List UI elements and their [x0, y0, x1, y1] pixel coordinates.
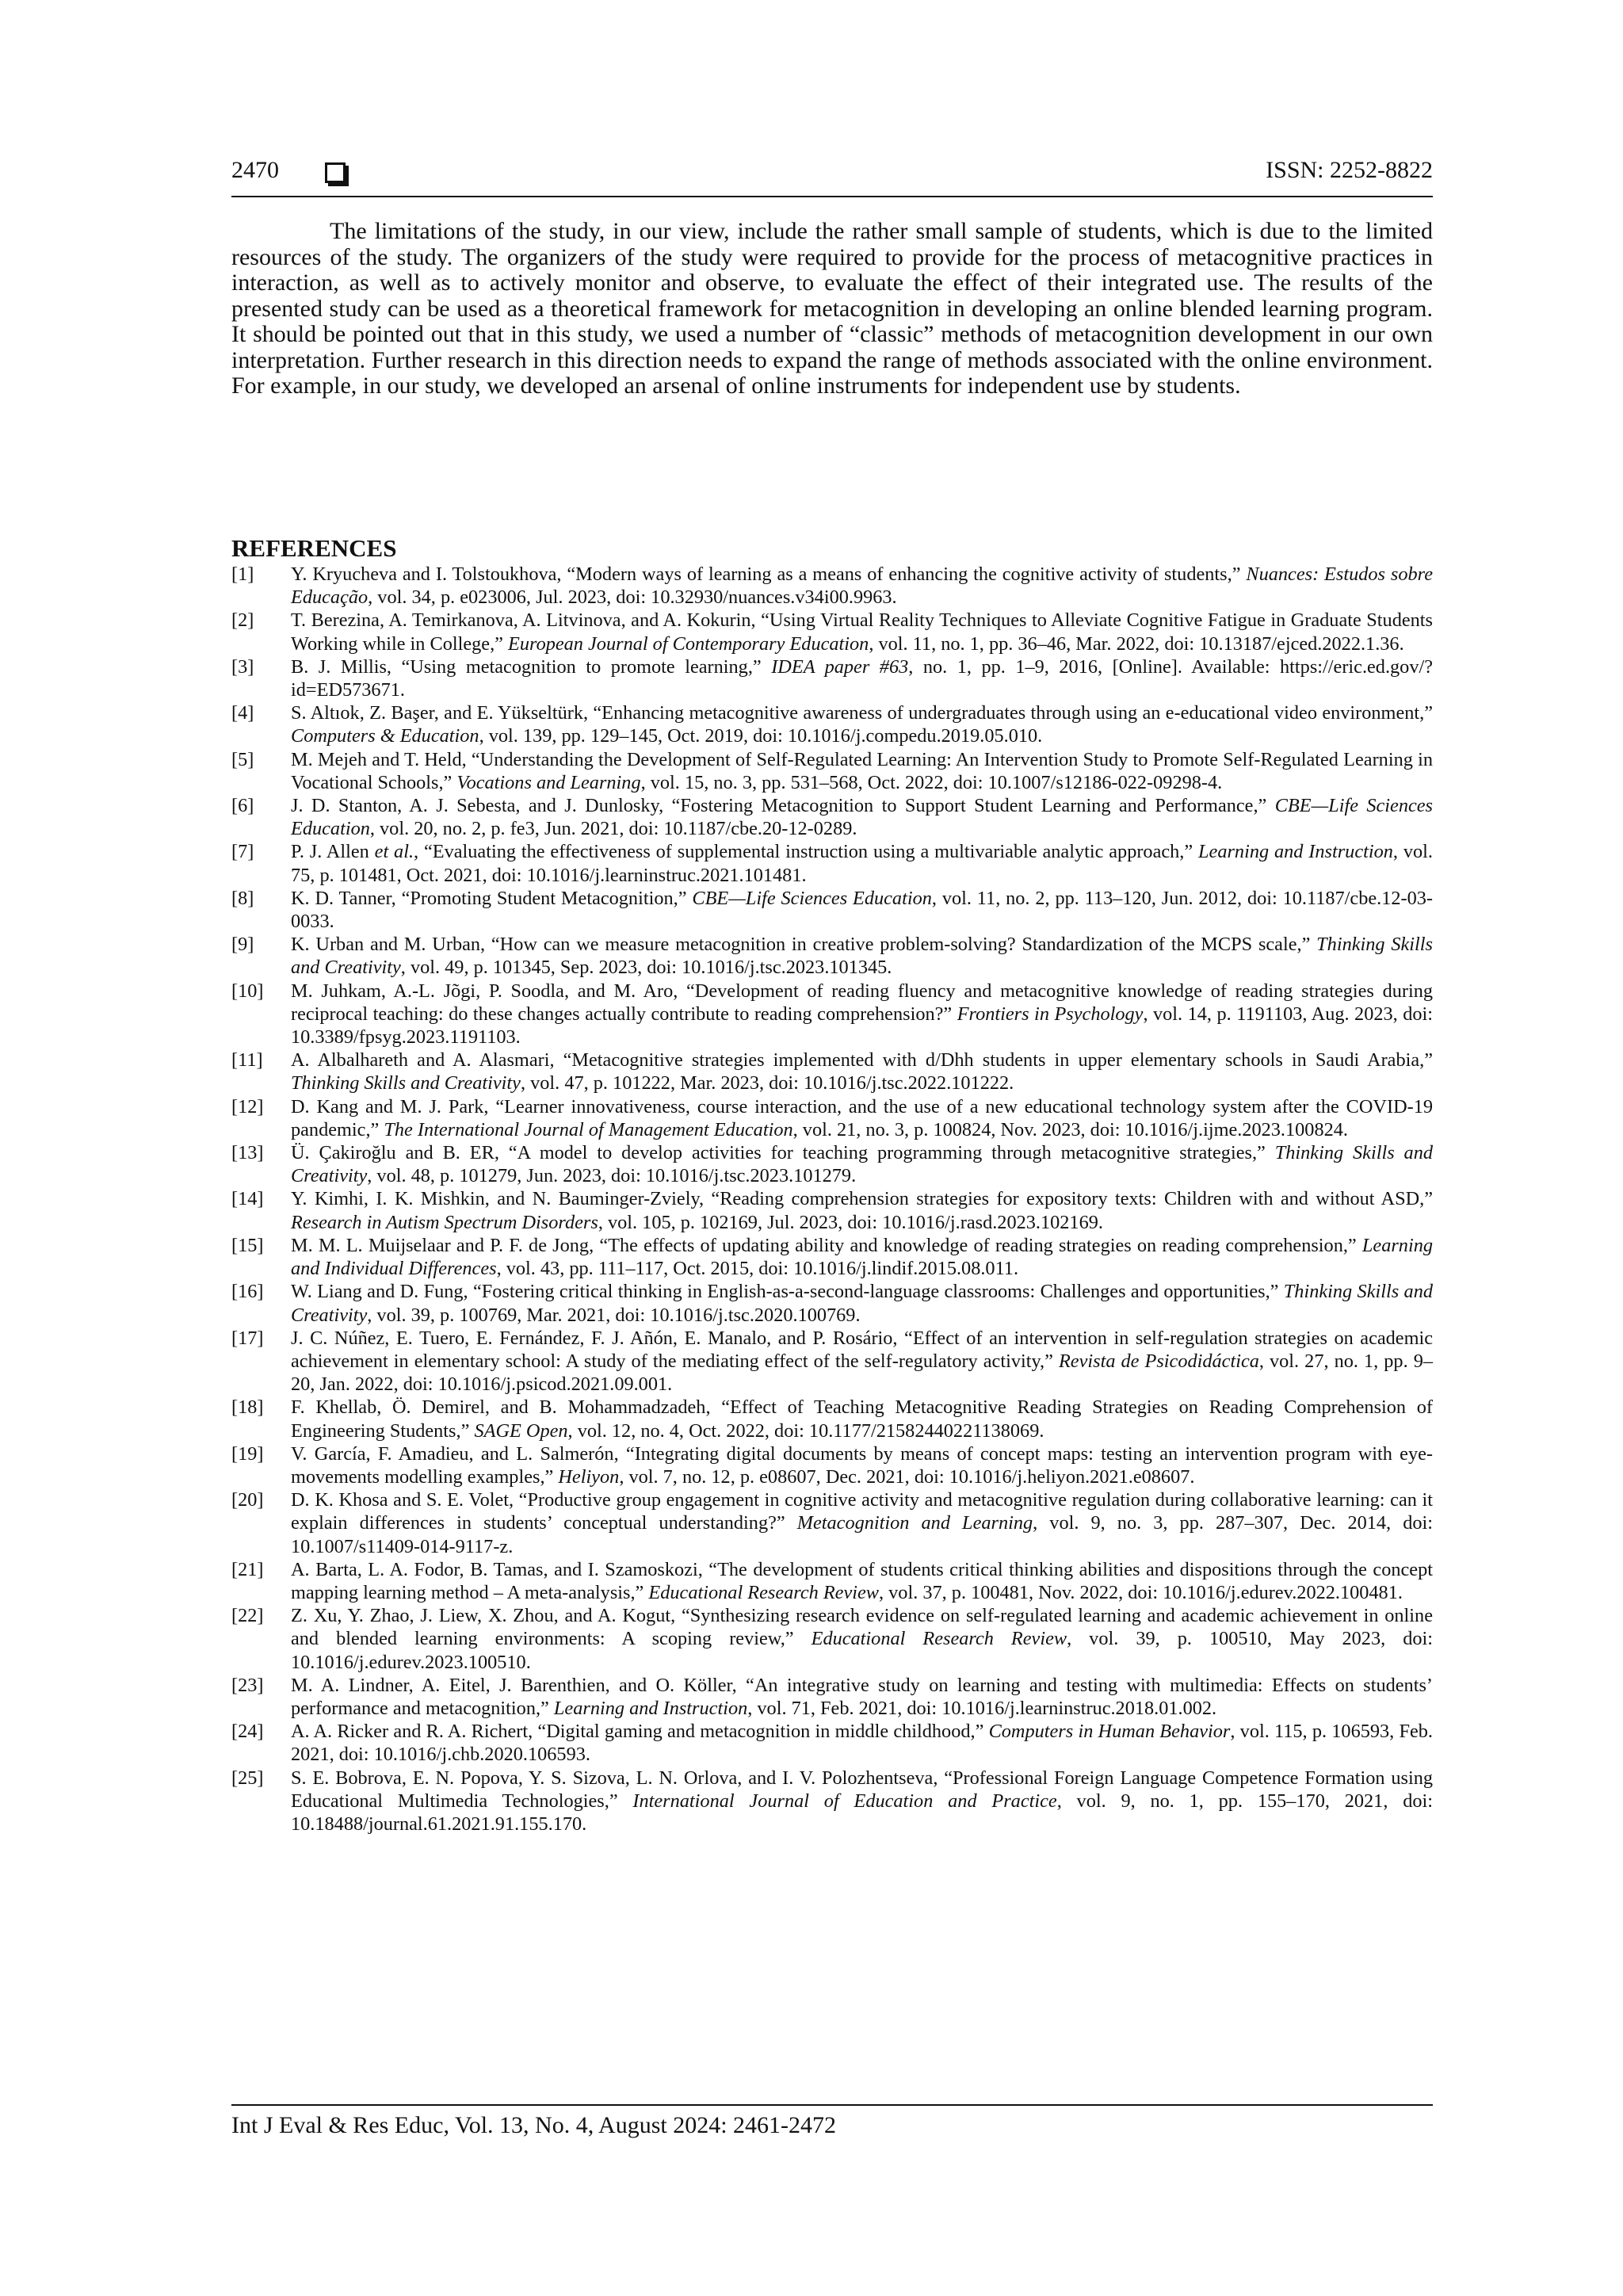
- reference-text: A. Albalhareth and A. Alasmari, “Metacognitive strategies implemented with d/Dhh students in upper elementary schools in Saudi Arabia,” Thinking Skills and Creativity, vol. 47, p. 101222, Mar. 2023, doi: 10.1016/j.tsc.2022.101222.: [291, 1049, 1433, 1095]
- reference-text: J. D. Stanton, A. J. Sebesta, and J. Dunlosky, “Fostering Metacognition to Support Student Learning and Performance,” CBE—Life Sciences Education, vol. 20, no. 2, p. fe3, Jun. 2021, doi: 10.1187/cbe.20-12-0289.: [291, 795, 1433, 840]
- reference-number: [25]: [231, 1767, 264, 1789]
- reference-item: [231, 1327, 1433, 1396]
- reference-journal: Research in Autism Spectrum Disorders: [291, 1211, 598, 1233]
- reference-item: [231, 748, 1433, 794]
- reference-item: [231, 887, 1433, 933]
- reference-text: M. Mejeh and T. Held, “Understanding the Development of Self-Regulated Learning: An Intervention Study to Promote Self-Regulated Learning in Vocational Schools,” Vocations and Learning, vol. 15, no. 3, pp. 531–568, Oct. 2022, doi: 10.1007/s12186-022-09298-4.: [291, 748, 1433, 793]
- reference-text: M. Juhkam, A.-L. Jõgi, P. Soodla, and M. Aro, “Development of reading fluency and metacognitive knowledge of reading strategies during reciprocal teaching: do these changes actually contribute to reading comprehension?” Frontiers in Psychology, vol. 14, p. 1191103, Aug. 2023, doi: 10.3389/fpsyg.2023.1191103.: [291, 980, 1434, 1049]
- reference-number: [4]: [231, 702, 254, 724]
- reference-number: [20]: [231, 1489, 264, 1511]
- reference-item: [231, 1141, 1433, 1187]
- reference-text: S. Altıok, Z. Başer, and E. Yükseltürk, “Enhancing metacognitive awareness of undergraduates through using an e-educational video environment,” Computers & Education, vol. 139, pp. 129–145, Oct. 2019, doi: 10.1016/j.compedu.2019.05.010.: [291, 702, 1433, 747]
- reference-number: [13]: [231, 1142, 264, 1164]
- reference-text: D. K. Khosa and S. E. Volet, “Productive group engagement in cognitive activity and metacognitive regulation during collaborative learning: can it explain differences in students’ conceptual understanding?” Metacognition and Learning, vol. 9, no. 3, pp. 287–307, Dec. 2014, doi: 10.1007/s11409-014-9117-z.: [291, 1489, 1434, 1557]
- reference-journal: Revista de Psicodidáctica: [1058, 1350, 1259, 1372]
- reference-number: [21]: [231, 1558, 264, 1580]
- reference-journal: Computers & Education: [291, 725, 479, 747]
- reference-journal: Thinking Skills and Creativity: [291, 934, 1433, 979]
- page-header: [231, 155, 1433, 194]
- reference-number: [16]: [231, 1281, 264, 1303]
- reference-item: [231, 1280, 1433, 1326]
- reference-number: [24]: [231, 1721, 264, 1743]
- reference-item: [231, 1187, 1433, 1233]
- footer-citation: Int J Eval & Res Educ, Vol. 13, No. 4, August 2024: 2461-2472: [231, 2112, 837, 2138]
- reference-text: P. J. Allen et al., “Evaluating the effectiveness of supplemental instruction using a multivariable analytic approach,” Learning and Instruction, vol. 75, p. 101481, Oct. 2021, doi: 10.1016/j.learninstruc.2021.101481.: [291, 841, 1433, 886]
- reference-journal: Thinking Skills and Creativity: [291, 1072, 521, 1095]
- reference-item: [231, 1396, 1433, 1442]
- reference-item: [231, 701, 1433, 747]
- reference-number: [7]: [231, 841, 254, 863]
- reference-item: [231, 1604, 1433, 1674]
- reference-number: [23]: [231, 1674, 264, 1696]
- reference-number: [10]: [231, 980, 264, 1002]
- reference-text: S. E. Bobrova, E. N. Popova, Y. S. Sizova, L. N. Orlova, and I. V. Polozhentseva, “Professional Foreign Language Competence Formation using Educational Multimedia Technologies,” International Journal of Education and Practice, vol. 9, no. 1, pp. 155–170, 2021, doi: 10.18488/journal.61.2021.91.155.170.: [291, 1767, 1433, 1835]
- reference-journal: Metacognition and Learning: [796, 1512, 1033, 1534]
- reference-journal: Heliyon: [558, 1465, 620, 1488]
- reference-number: [8]: [231, 887, 254, 909]
- reference-text: K. Urban and M. Urban, “How can we measure metacognition in creative problem-solving? Standardization of the MCPS scale,” Thinking Skills and Creativity, vol. 49, p. 101345, Sep. 2023, doi: 10.1016/j.tsc.2023.101345.: [291, 934, 1433, 979]
- reference-number: [9]: [231, 934, 254, 956]
- reference-text: J. C. Núñez, E. Tuero, E. Fernández, F. J. Añón, E. Manalo, and P. Rosário, “Effect of an intervention in self-regulation strategies on academic achievement in elementary school: A study of the mediating effect of the self-regulatory activity,” Revista de Psicodidáctica, vol. 27, no. 1, pp. 9–20, Jan. 2022, doi: 10.1016/j.psicod.2021.09.001.: [291, 1327, 1433, 1396]
- page-number: 2470: [231, 157, 279, 183]
- reference-journal: The International Journal of Management Education: [384, 1118, 793, 1140]
- reference-item: [231, 1558, 1433, 1604]
- reference-text: T. Berezina, A. Temirkanova, A. Litvinova, and A. Kokurin, “Using Virtual Reality Techniques to Alleviate Cognitive Fatigue in Graduate Students Working while in College,” European Journal of Contemporary Education, vol. 11, no. 1, pp. 36–46, Mar. 2022, doi: 10.13187/ejced.2022.1.36.: [291, 609, 1433, 655]
- reference-number: [11]: [231, 1049, 263, 1072]
- reference-journal: International Journal of Education and Practice: [632, 1790, 1057, 1812]
- footer-rule: [231, 2104, 1433, 2106]
- reference-journal: Learning and Instruction: [1198, 841, 1393, 863]
- reference-journal: Educational Research Review: [648, 1581, 879, 1603]
- reference-text: W. Liang and D. Fung, “Fostering critical thinking in English-as-a-second-language classrooms: Challenges and opportunities,” Thinking Skills and Creativity, vol. 39, p. 100769, Mar. 2021, doi: 10.1016/j.tsc.2020.100769.: [291, 1281, 1433, 1326]
- reference-item: [231, 563, 1433, 609]
- reference-item: [231, 1674, 1433, 1720]
- reference-item: [231, 1442, 1433, 1488]
- reference-journal: Vocations and Learning: [456, 771, 641, 793]
- reference-item: [231, 1234, 1433, 1280]
- reference-journal: Educational Research Review: [811, 1628, 1067, 1650]
- reference-number: [3]: [231, 655, 254, 678]
- reference-journal: IDEA paper #63: [771, 655, 909, 678]
- reference-item: [231, 655, 1433, 701]
- reference-number: [18]: [231, 1396, 264, 1419]
- reference-number: [19]: [231, 1442, 264, 1465]
- reference-item: [231, 1767, 1433, 1836]
- reference-text: A. Barta, L. A. Fodor, B. Tamas, and I. Szamoskozi, “The development of students critical thinking abilities and dispositions through the concept mapping learning method – A meta-analysis,” Educational Research Review, vol. 37, p. 100481, Nov. 2022, doi: 10.1016/j.edurev.2022.100481.: [291, 1558, 1433, 1603]
- reference-journal: Computers in Human Behavior: [988, 1721, 1231, 1743]
- reference-number: [5]: [231, 748, 254, 770]
- reference-number: [2]: [231, 609, 254, 632]
- references-list: [231, 563, 1433, 1836]
- reference-item: [231, 840, 1433, 886]
- reference-text: F. Khellab, Ö. Demirel, and B. Mohammadzadeh, “Effect of Teaching Metacognitive Reading Strategies on Reading Comprehension of Engineering Students,” SAGE Open, vol. 12, no. 4, Oct. 2022, doi: 10.1177/21582440221138069.: [291, 1396, 1433, 1442]
- reference-number: [22]: [231, 1605, 264, 1627]
- header-rule: [231, 196, 1433, 197]
- issn-label: ISSN: 2252-8822: [1266, 157, 1433, 183]
- reference-item: [231, 1488, 1433, 1558]
- reference-journal: CBE—Life Sciences Education: [291, 795, 1433, 840]
- reference-journal: SAGE Open: [474, 1419, 568, 1442]
- reference-text: Z. Xu, Y. Zhao, J. Liew, X. Zhou, and A. Kogut, “Synthesizing research evidence on self-regulated learning and academic achievement in online and blended learning environments: A scoping review,” Educational Research Review, vol. 39, p. 100510, May 2023, doi: 10.1016/j.edurev.2023.100510.: [291, 1605, 1433, 1673]
- reference-item: [231, 794, 1433, 840]
- reference-item: [231, 1049, 1433, 1095]
- reference-text: M. A. Lindner, A. Eitel, J. Barenthien, and O. Köller, “An integrative study on learning and testing with multimedia: Effects on students’ performance and metacognition,” Learning and Instruction, vol. 71, Feb. 2021, doi: 10.1016/j.learninstruc.2018.01.002.: [291, 1674, 1433, 1719]
- reference-number: [6]: [231, 795, 254, 817]
- reference-item: [231, 609, 1433, 655]
- square-box-icon: [325, 162, 346, 183]
- reference-text: Y. Kryucheva and I. Tolstoukhova, “Modern ways of learning as a means of enhancing the cognitive activity of students,” Nuances: Estudos sobre Educação, vol. 34, p. e023006, Jul. 2023, doi: 10.32930/nuances.v34i00.9963.: [291, 563, 1433, 609]
- reference-number: [17]: [231, 1327, 264, 1349]
- body-paragraph: The limitations of the study, in our view, include the rather small sample of students, which is due to the limited resources of the study. The organizers of the study were required to provide for the process of metacognitive practices in interaction, as well as to actively monitor and observe, to evaluate the effect of their integrated use. The results of the presented study can be used as a theoretical framework for metacognition in developing an online blended learning program. It should be pointed out that in this study, we used a number of “classic” methods of metacognition development in our own interpretation. Further research in this direction needs to expand the range of methods associated with the online environment. For example, in our study, we developed an arsenal of online instruments for independent use by students.: [231, 218, 1433, 399]
- reference-number: [14]: [231, 1188, 264, 1210]
- reference-journal: Thinking Skills and Creativity: [291, 1281, 1433, 1326]
- reference-number: [12]: [231, 1095, 264, 1117]
- reference-item: [231, 933, 1433, 979]
- reference-item: [231, 1095, 1433, 1141]
- reference-text: Y. Kimhi, I. K. Mishkin, and N. Bauminger-Zviely, “Reading comprehension strategies for expository texts: Children with and without ASD,” Research in Autism Spectrum Disorders, vol. 105, p. 102169, Jul. 2023, doi: 10.1016/j.rasd.2023.102169.: [291, 1188, 1433, 1233]
- reference-journal: Learning and Instruction: [553, 1697, 748, 1719]
- reference-journal: Thinking Skills and Creativity: [291, 1142, 1434, 1187]
- reference-text: M. M. L. Muijselaar and P. F. de Jong, “The effects of updating ability and knowledge of reading strategies on reading comprehension,” Learning and Individual Differences, vol. 43, pp. 111–117, Oct. 2015, doi: 10.1016/j.lindif.2015.08.011.: [291, 1234, 1433, 1280]
- reference-text: D. Kang and M. J. Park, “Learner innovativeness, course interaction, and the use of a new educational technology system after the COVID-19 pandemic,” The International Journal of Management Education, vol. 21, no. 3, p. 100824, Nov. 2023, doi: 10.1016/j.ijme.2023.100824.: [291, 1095, 1433, 1140]
- reference-text: B. J. Millis, “Using metacognition to promote learning,” IDEA paper #63, no. 1, pp. 1–9, 2016, [Online]. Available: https://eric.ed.gov/?id=ED573671.: [291, 655, 1434, 701]
- reference-journal: European Journal of Contemporary Education: [508, 632, 869, 655]
- reference-number: [15]: [231, 1234, 264, 1256]
- reference-journal: CBE—Life Sciences Education: [692, 887, 932, 909]
- reference-journal: Nuances: Estudos sobre Educação: [291, 563, 1433, 609]
- reference-item: [231, 1720, 1433, 1766]
- reference-journal: Frontiers in Psychology: [957, 1003, 1144, 1025]
- reference-journal: Learning and Individual Differences: [291, 1234, 1433, 1280]
- reference-text: V. García, F. Amadieu, and L. Salmerón, “Integrating digital documents by means of concept maps: testing an intervention program with eye-movements modelling examples,” Heliyon, vol. 7, no. 12, p. e08607, Dec. 2021, doi: 10.1016/j.heliyon.2021.e08607.: [291, 1442, 1433, 1488]
- reference-number: [1]: [231, 563, 254, 585]
- reference-text: K. D. Tanner, “Promoting Student Metacognition,” CBE—Life Sciences Education, vol. 11, no. 2, pp. 113–120, Jun. 2012, doi: 10.1187/cbe.12-03-0033.: [291, 887, 1434, 933]
- reference-item: [231, 980, 1433, 1049]
- reference-text: A. A. Ricker and R. A. Richert, “Digital gaming and metacognition in middle childhood,” Computers in Human Behavior, vol. 115, p. 106593, Feb. 2021, doi: 10.1016/j.chb.2020.106593.: [291, 1721, 1433, 1766]
- reference-text: Ü. Çakiroğlu and B. ER, “A model to develop activities for teaching programming through metacognitive strategies,” Thinking Skills and Creativity, vol. 48, p. 101279, Jun. 2023, doi: 10.1016/j.tsc.2023.101279.: [291, 1142, 1434, 1187]
- references-heading: REFERENCES: [231, 534, 397, 562]
